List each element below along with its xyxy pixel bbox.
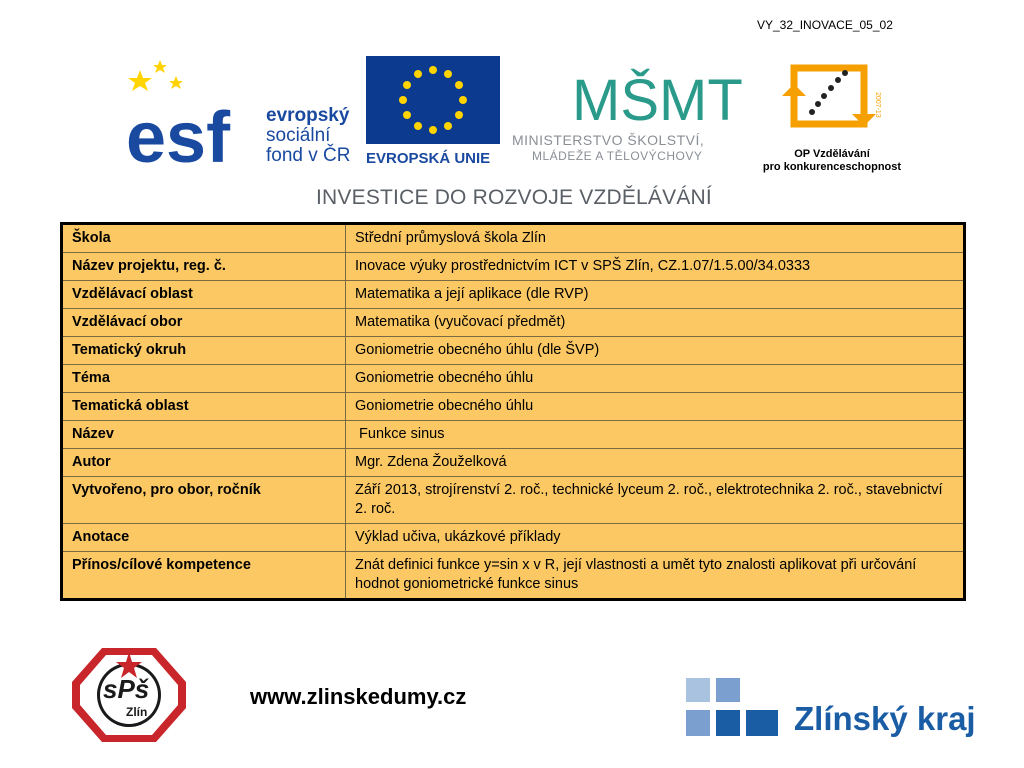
document-code: VY_32_INOVACE_05_02 — [757, 18, 893, 32]
table-row — [62, 393, 965, 421]
row-value: Znát definici funkce y=sin x v R, její vlastnosti a umět tyto znalosti aplikovat při určování hodnot goniometrické funkce sinus — [346, 552, 965, 600]
region-name: Zlínský kraj — [794, 700, 976, 737]
row-label: Vytvořeno, pro obor, ročník — [62, 477, 346, 524]
table-row — [62, 224, 965, 253]
table-row — [62, 477, 965, 524]
msmt-line1: MINISTERSTVO ŠKOLSTVÍ, — [512, 132, 705, 148]
esf-line3: fond v ČR — [266, 145, 351, 166]
esf-line1: evropský — [266, 105, 350, 126]
eu-logo — [366, 56, 504, 166]
school-logo-icon — [70, 646, 188, 744]
investice-banner: INVESTICE DO ROZVOJE VZDĚLÁVÁNÍ — [316, 186, 712, 209]
row-value: Goniometrie obecného úhlu — [346, 365, 965, 393]
table-row — [62, 309, 965, 337]
table-row — [62, 365, 965, 393]
esf-line2: sociální — [266, 125, 331, 146]
row-value: Září 2013, strojírenství 2. roč., technické lyceum 2. roč., elektrotechnika 2. roč., stavebnictví 2. roč. — [346, 477, 965, 524]
table-row — [62, 449, 965, 477]
msmt-line2: MLÁDEŽE A TĚLOVÝCHOVY — [532, 149, 703, 163]
row-label: Téma — [62, 365, 346, 393]
msmt-mark-icon — [512, 54, 752, 130]
row-value: Matematika a její aplikace (dle RVP) — [346, 281, 965, 309]
school-logo-text: sPš — [103, 674, 150, 704]
row-value: Střední průmyslová škola Zlín — [346, 224, 965, 253]
esf-logo — [126, 56, 358, 166]
esf-mark-text: esf — [126, 98, 231, 166]
row-label: Vzdělávací oblast — [62, 281, 346, 309]
table-row — [62, 421, 965, 449]
row-value: Matematika (vyučovací předmět) — [346, 309, 965, 337]
row-label: Vzdělávací obor — [62, 309, 346, 337]
row-value: Funkce sinus — [346, 421, 965, 449]
row-label: Název — [62, 421, 346, 449]
row-value: Inovace výuky prostřednictvím ICT v SPŠ Zlín, CZ.1.07/1.5.00/34.0333 — [346, 253, 965, 281]
zlinsky-kraj-logo — [686, 676, 976, 748]
op-line1: OP Vzdělávání — [794, 148, 870, 160]
eu-flag-icon — [366, 56, 500, 144]
row-value: Goniometrie obecného úhlu (dle ŠVP) — [346, 337, 965, 365]
msmt-logo — [512, 54, 752, 164]
row-label: Název projektu, reg. č. — [62, 253, 346, 281]
row-label: Tematická oblast — [62, 393, 346, 421]
op-mark-icon — [752, 52, 912, 142]
row-value: Goniometrie obecného úhlu — [346, 393, 965, 421]
school-logo — [70, 646, 188, 744]
table-row — [62, 337, 965, 365]
row-value: Mgr. Zdena Žouželková — [346, 449, 965, 477]
table-row — [62, 253, 965, 281]
info-table — [60, 222, 966, 601]
website-link[interactable]: www.zlinskedumy.cz — [250, 684, 467, 709]
table-row — [62, 524, 965, 552]
op-logo — [752, 52, 912, 173]
row-label: Škola — [62, 224, 346, 253]
region-squares-icon — [686, 676, 790, 748]
table-row — [62, 281, 965, 309]
table-row — [62, 552, 965, 600]
row-value: Výklad učiva, ukázkové příklady — [346, 524, 965, 552]
row-label: Přínos/cílové kompetence — [62, 552, 346, 600]
op-years: 2007-13 — [874, 92, 881, 118]
esf-mark-icon — [126, 56, 256, 166]
eu-label: EVROPSKÁ UNIE — [366, 150, 491, 167]
school-logo-city: Zlín — [126, 705, 148, 719]
row-label: Anotace — [62, 524, 346, 552]
row-label: Autor — [62, 449, 346, 477]
op-line2: pro konkurenceschopnost — [762, 161, 902, 173]
row-label: Tematický okruh — [62, 337, 346, 365]
msmt-mark-text: MŠMT — [572, 68, 743, 130]
sponsor-logos — [120, 50, 910, 173]
